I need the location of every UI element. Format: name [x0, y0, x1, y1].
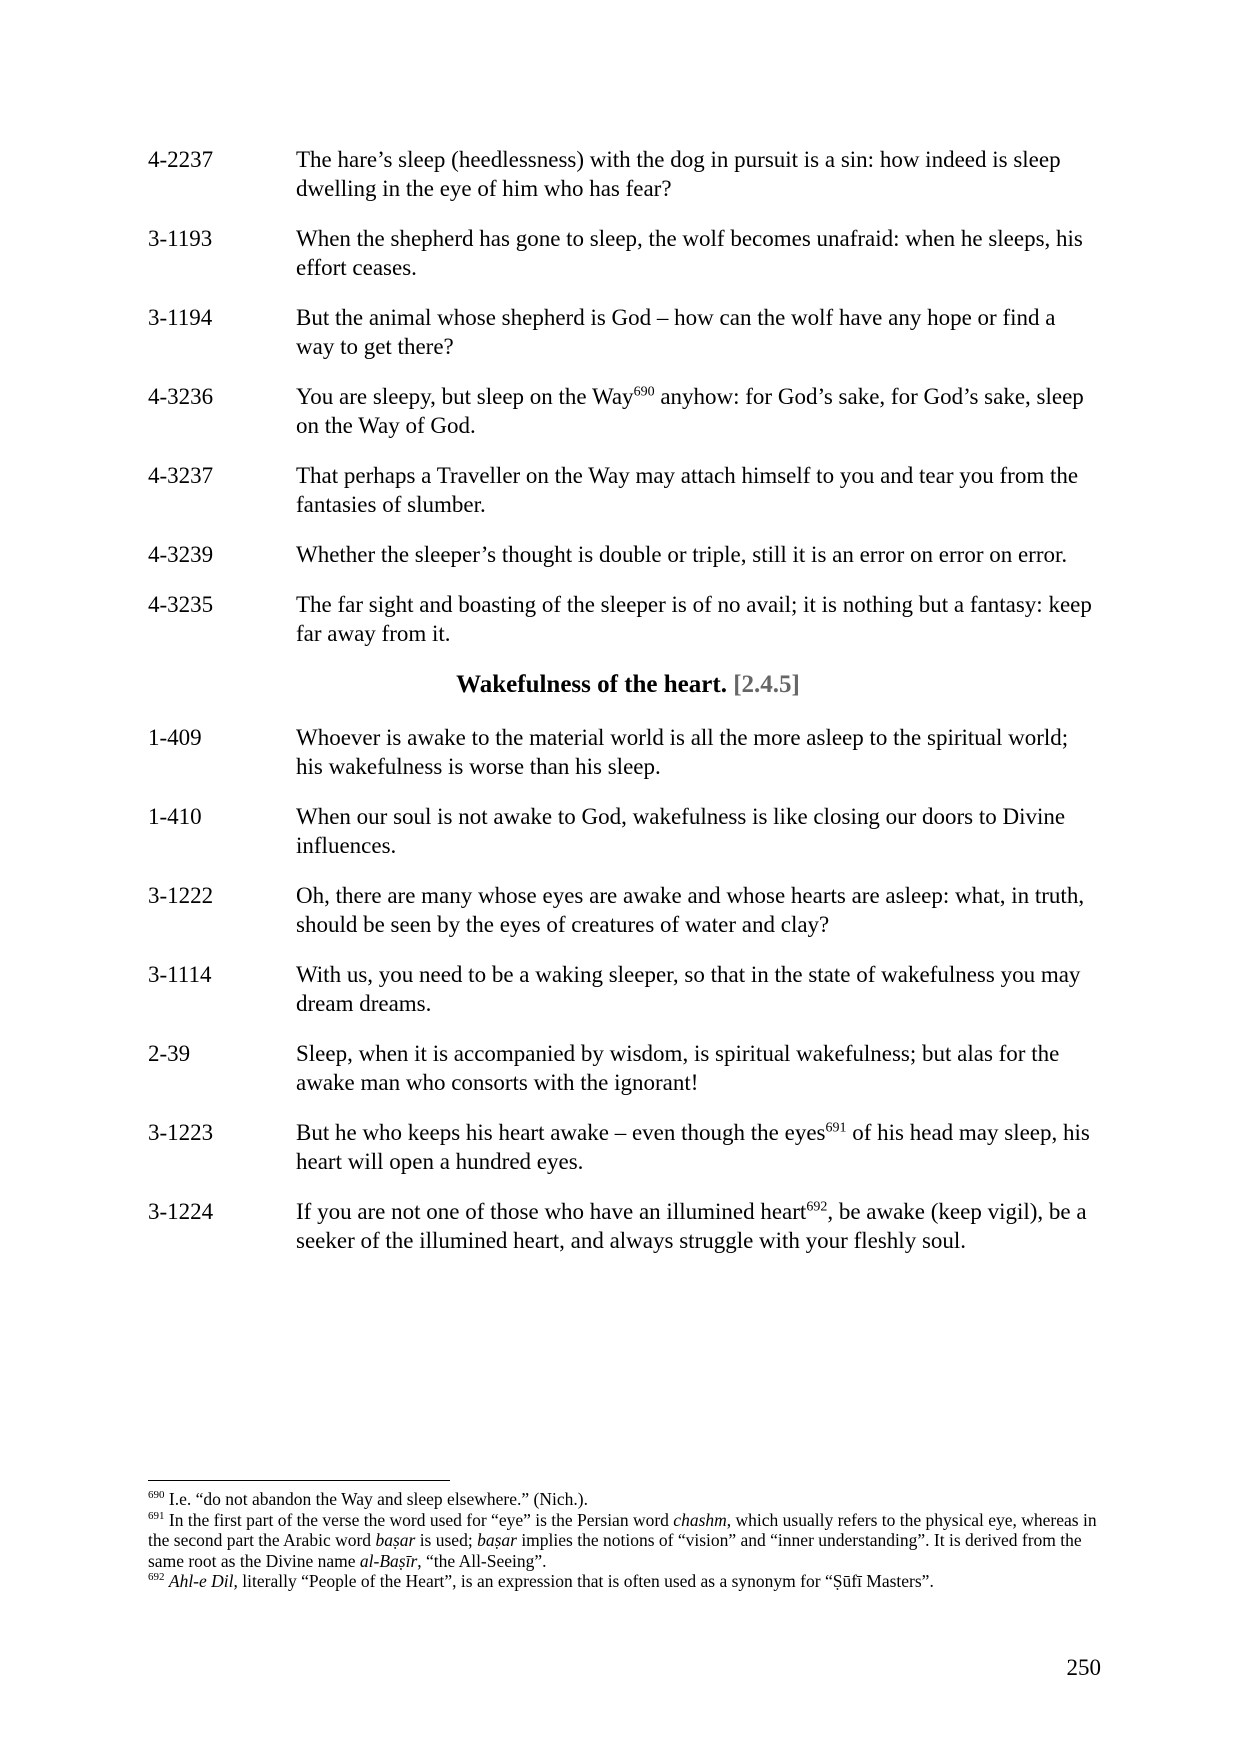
- verse-ref: 3-1223: [148, 1120, 214, 1145]
- verse-entry: [148, 881, 1098, 939]
- verse-entry: [148, 590, 1098, 648]
- verse-text: With us, you need to be a waking sleeper, so that in the state of wakefulness you may dream dreams.: [296, 962, 1081, 1016]
- verse-text: Sleep, when it is accompanied by wisdom, is spiritual wakefulness; but alas for the awake man who consorts with the ignorant!: [296, 1041, 1060, 1095]
- verse-ref: 4-2237: [148, 147, 214, 172]
- verse-entry: [148, 1039, 1098, 1097]
- verse-text: If you are not one of those who have an illumined heart$^{692}$, be awake (keep vigil), be a seeker of the illumined heart, and always struggle with your fleshly soul.: [296, 1199, 1087, 1253]
- footnote-690: $^{690}$ I.e. “do not abandon the Way and sleep elsewhere.” (Nich.).: [148, 1489, 588, 1509]
- footnote-divider: [148, 1480, 450, 1481]
- verse-entry: [148, 382, 1098, 440]
- page-body: [148, 145, 1098, 1276]
- verse-ref: 4-3236: [148, 384, 214, 409]
- verse-ref: 4-3235: [148, 592, 214, 617]
- footnote-marker-692[interactable]: 692: [806, 1199, 828, 1215]
- verse-entry: [148, 145, 1098, 203]
- verse-entry: [148, 723, 1098, 781]
- footnote-691: $^{691}$ In the first part of the verse the word used for “eye” is the Persian word chashm, which usually refers to the physical eye, whereas in the second part the Arabic word baṣar is used; baṣar implies the notions of “vision” and “inner understanding”. It is derived from the same root as the Divine name al-Baṣīr, “the All-Seeing”.: [148, 1509, 1097, 1571]
- section-heading: Wakefulness of the heart. [2.4.5]: [456, 671, 800, 698]
- verse-ref: 1-409: [148, 725, 202, 750]
- verse-ref: 1-410: [148, 804, 202, 829]
- verse-ref: 4-3239: [148, 542, 214, 567]
- verse-text: That perhaps a Traveller on the Way may attach himself to you and tear you from the fantasies of slumber.: [296, 463, 1079, 517]
- verse-entry: [148, 802, 1098, 860]
- verse-text: But the animal whose shepherd is God – how can the wolf have any hope or find a way to get there?: [296, 305, 1056, 359]
- footnote-marker-690[interactable]: 690: [633, 384, 655, 400]
- verse-entry: [148, 540, 1098, 569]
- footnotes: [148, 1480, 1098, 1592]
- footnote-marker-691[interactable]: 691: [825, 1120, 847, 1136]
- verse-text: The far sight and boasting of the sleeper is of no avail; it is nothing but a fantasy: keep far away from it.: [296, 592, 1092, 646]
- verse-text: The hare’s sleep (heedlessness) with the dog in pursuit is a sin: how indeed is sleep dwelling in the eye of him who has fear?: [296, 147, 1061, 201]
- verse-ref: 3-1224: [148, 1199, 214, 1224]
- verse-text: When our soul is not awake to God, wakefulness is like closing our doors to Divine influences.: [296, 804, 1066, 858]
- verse-text: Whoever is awake to the material world is all the more asleep to the spiritual world; his wakefulness is worse than his sleep.: [296, 725, 1069, 779]
- footnote-692: $^{692}$ Ahl-e Dil, literally “People of the Heart”, is an expression that is often used as a synonym for “Ṣūfī Masters”.: [148, 1571, 934, 1591]
- verse-entry: [148, 224, 1098, 282]
- verse-text: When the shepherd has gone to sleep, the wolf becomes unafraid: when he sleeps, his effort ceases.: [296, 226, 1083, 280]
- verse-ref: 3-1193: [148, 226, 213, 251]
- verse-ref: 3-1222: [148, 883, 214, 908]
- verse-text: You are sleepy, but sleep on the Way$^{690}$ anyhow: for God’s sake, for God’s sake, sleep on the Way of God.: [296, 384, 1084, 438]
- verse-text: But he who keeps his heart awake – even though the eyes$^{691}$ of his head may sleep, his heart will open a hundred eyes.: [296, 1120, 1090, 1174]
- verse-ref: 3-1114: [148, 962, 212, 987]
- verse-text: Whether the sleeper’s thought is double or triple, still it is an error on error on error.: [296, 542, 1068, 567]
- verse-entry: [148, 1197, 1098, 1255]
- verse-entry: [148, 303, 1098, 361]
- verse-ref: 4-3237: [148, 463, 214, 488]
- verse-ref: 2-39: [148, 1041, 191, 1066]
- verse-entry: [148, 1118, 1098, 1176]
- section-number: [2.4.5]: [733, 671, 800, 698]
- verse-entry: [148, 960, 1098, 1018]
- verse-text: Oh, there are many whose eyes are awake and whose hearts are asleep: what, in truth, should be seen by the eyes of creatures of water and clay?: [296, 883, 1085, 937]
- verse-entry: [148, 461, 1098, 519]
- page-number: 250: [1066, 1655, 1101, 1680]
- verse-ref: 3-1194: [148, 305, 213, 330]
